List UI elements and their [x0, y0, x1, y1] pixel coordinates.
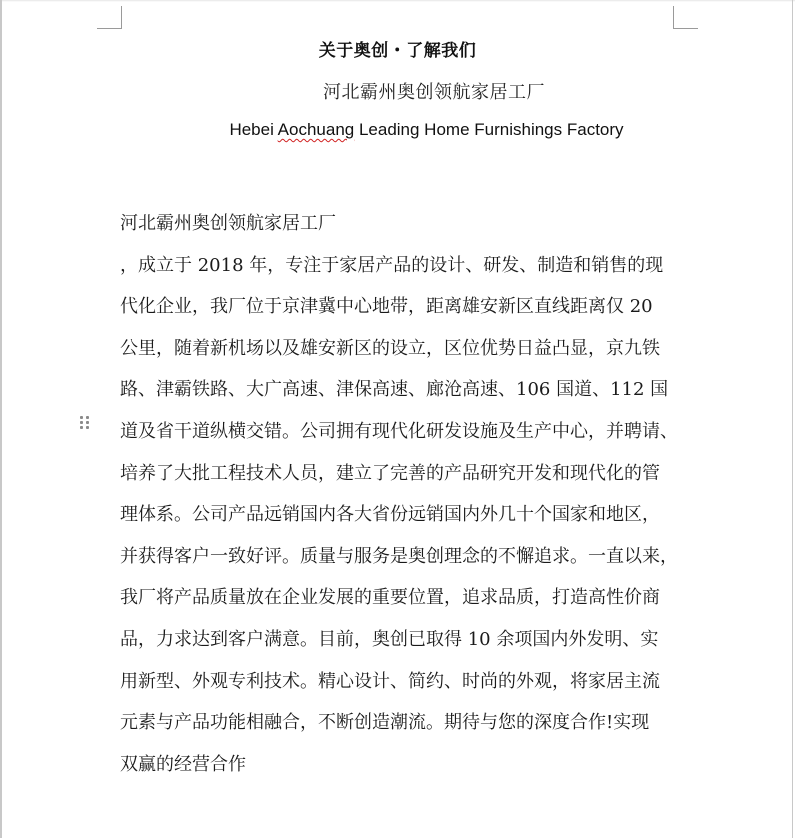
paragraph-line: 理体系。公司产品远销国内各大省份远销国内外几十个国家和地区， [120, 504, 660, 526]
paragraph-line: 代化企业，我厂位于京津冀中心地带，距离雄安新区直线距离仅 20 [120, 296, 653, 318]
drag-dot [86, 416, 89, 419]
top-left-margin-mark-icon [97, 6, 122, 29]
company-name-chinese: 河北霸州奥创领航家居工厂 [323, 82, 545, 103]
paragraph-drag-handle-icon[interactable] [80, 416, 90, 430]
paragraph-line: 双赢的经营合作 [120, 753, 246, 775]
company-name-english-prefix: Hebei [229, 120, 278, 139]
paragraph-line: 我厂将产品质量放在企业发展的重要位置，追求品质，打造高性价商 [120, 587, 660, 609]
paragraph-line: 培养了大批工程技术人员，建立了完善的产品研究开发和现代化的管 [120, 462, 660, 484]
company-description-paragraph[interactable] [120, 203, 680, 785]
paragraph-line: 路、津霸铁路、大广高速、津保高速、廊沧高速、106 国道、112 国 [120, 379, 669, 401]
paragraph-line: ，成立于 2018 年，专注于家居产品的设计、研发、制造和销售的现 [120, 254, 664, 276]
spellcheck-flagged-word[interactable]: Aochuang [277, 120, 355, 139]
top-right-margin-mark-icon [673, 6, 698, 29]
paragraph-line: 品，力求达到客户满意。目前，奥创已取得 10 余项国内外发明、实 [120, 628, 659, 650]
drag-dot [86, 421, 89, 424]
paragraph-line: 并获得客户一致好评。质量与服务是奥创理念的不懈追求。一直以来， [120, 545, 678, 567]
paragraph-line: 元素与产品功能相融合，不断创造潮流。期待与您的深度合作!实现 [120, 712, 650, 734]
drag-dot [86, 426, 89, 429]
paragraph-line: 公里，随着新机场以及雄安新区的设立，区位优势日益凸显，京九铁 [120, 337, 660, 359]
drag-dot [80, 416, 83, 419]
paragraph-line: 河北霸州奥创领航家居工厂 [120, 213, 336, 234]
company-name-english [0, 120, 795, 140]
company-name-english-suffix: Leading Home Furnishings Factory [354, 120, 624, 139]
page-top-edge [0, 0, 795, 2]
paragraph-line: 道及省干道纵横交错。公司拥有现代化研发设施及生产中心，并聘请、 [120, 420, 678, 442]
document-title: 关于奥创・了解我们 [318, 41, 477, 61]
drag-dot [80, 426, 83, 429]
drag-dot [80, 421, 83, 424]
paragraph-line: 用新型、外观专利技术。精心设计、简约、时尚的外观，将家居主流 [120, 670, 660, 692]
